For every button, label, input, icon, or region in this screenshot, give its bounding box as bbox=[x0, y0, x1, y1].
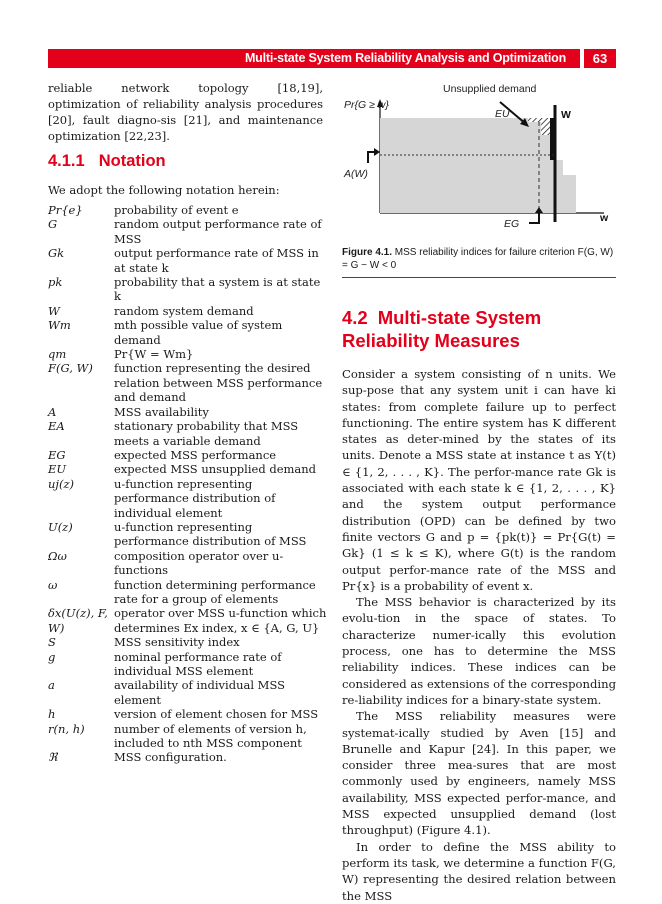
notation-symbol: A bbox=[48, 404, 57, 419]
caption-label: Figure 4.1. bbox=[342, 247, 393, 258]
section-heading-measures bbox=[342, 306, 541, 352]
notation-definition: MSS availability bbox=[114, 404, 209, 419]
caption-rule bbox=[342, 277, 616, 278]
notation-symbol: EG bbox=[48, 447, 66, 462]
notation-symbol: Pr{e} bbox=[48, 203, 83, 217]
notation-definition: MSS configuration. bbox=[114, 750, 227, 765]
reliability-figure bbox=[342, 80, 616, 245]
section-number: 4.1.1 bbox=[48, 152, 85, 170]
notation-row bbox=[48, 246, 328, 275]
notation-symbol: qm bbox=[48, 347, 67, 362]
notation-row bbox=[48, 549, 328, 578]
right-body bbox=[342, 366, 616, 904]
notation-row bbox=[48, 650, 328, 679]
notation-definition: stationary probability that MSS meets a variable demand bbox=[114, 419, 299, 448]
notation-symbol: W bbox=[48, 303, 60, 318]
notation-symbol: g bbox=[48, 649, 56, 664]
notation-symbol: ℜ bbox=[48, 750, 58, 765]
notation-row bbox=[48, 448, 328, 462]
running-header-bar bbox=[48, 49, 580, 68]
notation-symbol: h bbox=[48, 707, 56, 722]
aw-arrow-head bbox=[374, 148, 380, 156]
notation-row bbox=[48, 361, 328, 404]
notation-definition: probability of event e bbox=[114, 203, 239, 217]
notation-definition: expected MSS unsupplied demand bbox=[114, 462, 317, 477]
w-axis-label: w bbox=[600, 212, 609, 224]
unsupplied-demand-label: Unsupplied demand bbox=[443, 83, 537, 95]
notation-symbol: U(z) bbox=[48, 519, 73, 534]
w-top-label: W bbox=[561, 109, 571, 121]
notation-definition: random output performance rate of MSS bbox=[114, 217, 322, 246]
notation-row bbox=[48, 707, 328, 721]
notation-symbol: Gk bbox=[48, 246, 65, 261]
caption-text: MSS reliability indices for failure criterion F(G, W) = G − W < 0 bbox=[342, 247, 614, 271]
notation-row bbox=[48, 678, 328, 707]
notation-row bbox=[48, 275, 328, 304]
notation-definition: operator over MSS u-function which determines Ex index, x ∈ {A, G, U} bbox=[114, 606, 327, 635]
notation-symbol: S bbox=[48, 635, 56, 650]
notation-definition: availability of individual MSS element bbox=[114, 678, 286, 707]
notation-symbol: G bbox=[48, 217, 58, 232]
notation-symbol: pk bbox=[48, 275, 63, 290]
notation-row bbox=[48, 750, 328, 764]
notation-row bbox=[48, 318, 328, 347]
notation-symbol: r(n, h) bbox=[48, 721, 85, 736]
notation-definition: mth possible value of system demand bbox=[114, 318, 283, 347]
left-column bbox=[48, 80, 323, 144]
notation-symbol: EA bbox=[48, 419, 65, 434]
notation-row bbox=[48, 578, 328, 607]
notation-definition: function determining performance rate for a group of elements bbox=[114, 577, 316, 606]
notation-definition: MSS sensitivity index bbox=[114, 635, 240, 650]
section-title: Notation bbox=[98, 152, 166, 170]
section-heading-notation bbox=[48, 152, 166, 171]
paragraph-4: In order to define the MSS ability to perform its task, we determine a function F(G, W) representing the desired relation between the MSS bbox=[342, 839, 616, 903]
intro-paragraph: reliable network topology [18,19], optimization of reliability analysis procedures [20], fault diagno-sis [21], and maintenance optimization [22,23]. bbox=[48, 81, 323, 143]
notation-intro: We adopt the following notation herein: bbox=[48, 183, 280, 197]
page-number: 63 bbox=[584, 49, 616, 68]
notation-definition: u-function representing performance distribution of individual element bbox=[114, 476, 276, 520]
notation-symbol: Ωω bbox=[48, 548, 67, 563]
notation-row bbox=[48, 722, 328, 751]
notation-row bbox=[48, 347, 328, 361]
notation-row bbox=[48, 606, 328, 635]
eg-label: EG bbox=[504, 218, 520, 230]
notation-row bbox=[48, 419, 328, 448]
paragraph-1: Consider a system consisting of n units. We sup-pose that any system unit i can have ki states: from complete failure up to perfect functioning. The entire system has K different states as deter-mined by the states of its units. Denote a MSS state at instance t as Y(t) ∈ {1, 2, . . . , K}. The perfor-mance rate Gk is associated with each state k ∈ {1, 2, . . . , K} and the system output performance distribution (OPD) can be defined by two finite vectors G and p = {pk(t)} = Pr{G(t) = Gk} (1 ≤ k ≤ K), where G(t) is the random output perfor-mance rate of the MSS and Pr{x} is a probability of event x. bbox=[342, 367, 616, 593]
notation-definition: random system demand bbox=[114, 303, 254, 318]
paragraph-3: The MSS reliability measures were systemat-ically studied by Aven [15] and Brunelle and Kapur [24]. In this paper, we consider three mea-sures that are most commonly used by engineers, namely MSS availability, MSS expected perfor-mance, and MSS expected unsupplied demand (lost throughput) (Figure 4.1). bbox=[342, 709, 616, 838]
notation-row bbox=[48, 477, 328, 520]
notation-symbol: ω bbox=[48, 577, 58, 592]
y-axis-label: Pr{G ≥ w} bbox=[344, 99, 389, 111]
notation-definition: Pr{W = Wm} bbox=[114, 347, 194, 362]
notation-symbol: δx(U(z), F, W) bbox=[48, 606, 108, 635]
eg-arrow bbox=[529, 212, 539, 223]
notation-symbol: uj(z) bbox=[48, 476, 75, 491]
section-title-line2: Reliability Measures bbox=[342, 330, 520, 351]
notation-definition: version of element chosen for MSS bbox=[114, 707, 319, 722]
notation-definition: output performance rate of MSS in at state k bbox=[114, 246, 319, 275]
notation-definition: function representing the desired relation between MSS performance and demand bbox=[114, 361, 323, 405]
notation-definition: u-function representing performance distribution of MSS bbox=[114, 519, 307, 549]
notation-row bbox=[48, 203, 328, 217]
notation-definition: number of elements of version h, included to nth MSS component bbox=[114, 721, 307, 751]
notation-row bbox=[48, 405, 328, 419]
section-title-line1: Multi-state System bbox=[377, 307, 542, 328]
notation-definition: nominal performance rate of individual MSS element bbox=[114, 649, 282, 678]
notation-symbol: Wm bbox=[48, 318, 71, 333]
notation-list bbox=[48, 203, 328, 765]
notation-symbol: EU bbox=[48, 462, 67, 477]
notation-row bbox=[48, 462, 328, 476]
notation-row bbox=[48, 304, 328, 318]
aw-label: A(W) bbox=[344, 168, 368, 180]
notation-symbol: F(G, W) bbox=[48, 361, 93, 376]
notation-row bbox=[48, 520, 328, 549]
running-header-title: Multi-state System Reliability Analysis and Optimization bbox=[244, 51, 566, 65]
notation-row bbox=[48, 217, 328, 246]
notation-symbol: a bbox=[48, 678, 55, 693]
figure-caption bbox=[342, 246, 616, 272]
notation-definition: expected MSS performance bbox=[114, 447, 277, 462]
section-number-4-2: 4.2 bbox=[342, 307, 368, 328]
notation-definition: composition operator over u-functions bbox=[114, 548, 284, 578]
eu-label: EU bbox=[495, 108, 510, 120]
notation-definition: probability that a system is at state k bbox=[114, 275, 321, 304]
notation-row bbox=[48, 635, 328, 649]
paragraph-2: The MSS behavior is characterized by its evolu-tion in the space of states. To characterize numer-ically this evolution process, one has to determine the MSS reliability indices. These indices can be considered as extensions of the corresponding re-liability indices for a binary-state system. bbox=[342, 595, 616, 707]
